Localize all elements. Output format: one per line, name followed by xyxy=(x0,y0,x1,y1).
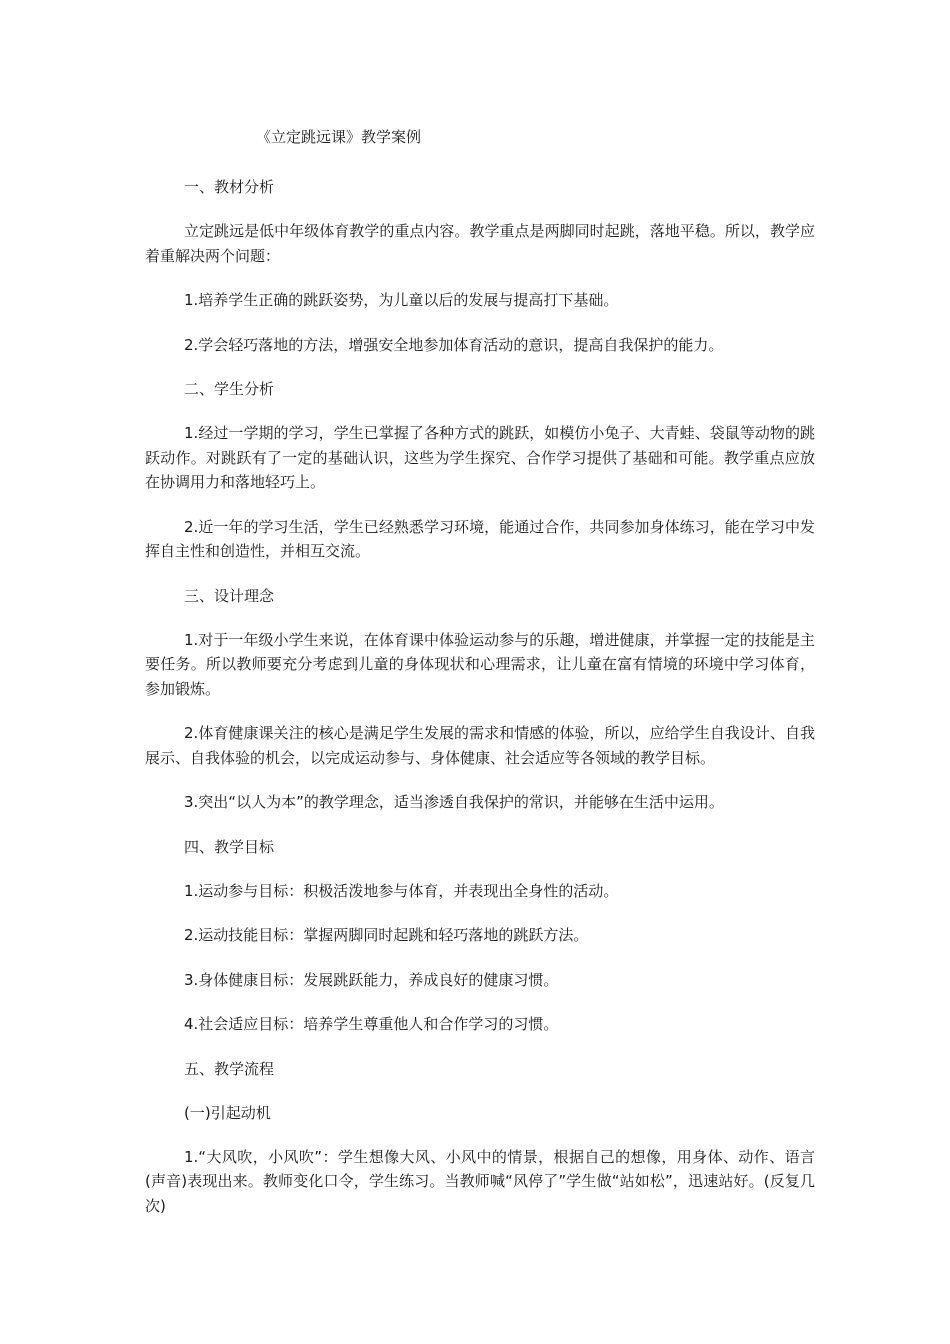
paragraph-students-item-2: 2.近一年的学习生活，学生已经熟悉学习环境，能通过合作，共同参加身体练习，能在学习中发挥自主性和创造性，并相互交流。 xyxy=(145,517,815,560)
section-heading-process: 五、教学流程 xyxy=(184,1059,275,1078)
document-body xyxy=(145,175,815,1238)
paragraph-materials-intro: 立定跳远是低中年级体育教学的重点内容。教学重点是两脚同时起跳，落地平稳。所以，教学应着重解决两个问题： xyxy=(145,222,815,265)
paragraph-design-item-1: 1.对于一年级小学生来说，在体育课中体验运动参与的乐趣，增进健康，并掌握一定的技能是主要任务。所以教师要充分考虑到儿童的身体现状和心理需求，让儿童在富有情境的环境中学习体育，参加锻炼。 xyxy=(145,630,815,698)
section-heading-materials: 一、教材分析 xyxy=(184,178,275,196)
paragraph-materials-item-1: 1.培养学生正确的跳跃姿势，为儿童以后的发展与提高打下基础。 xyxy=(184,291,619,309)
subsection-heading-motivation: (一)引起动机 xyxy=(184,1103,271,1122)
document-title: 《立定跳远课》教学案例 xyxy=(256,128,422,146)
paragraph-process-item-1: 1.“大风吹，小风吹”：学生想像大风、小风中的情景，根据自己的想像，用身体、动作、语言(声音)表现出来。教师变化口令，学生练习。当教师喊“风停了”学生做“站如松”，迅速站好。(反复几次) xyxy=(145,1147,815,1215)
paragraph-materials-item-2: 2.学会轻巧落地的方法，增强安全地参加体育活动的意识，提高自我保护的能力。 xyxy=(184,335,724,354)
paragraph-goals-item-4: 4.社会适应目标：培养学生尊重他人和合作学习的习惯。 xyxy=(184,1015,559,1033)
paragraph-goals-item-2: 2.运动技能目标：掌握两脚同时起跳和轻巧落地的跳跃方法。 xyxy=(184,926,589,944)
paragraph-goals-item-1: 1.运动参与目标：积极活泼地参与体育，并表现出全身性的活动。 xyxy=(184,881,619,900)
paragraph-design-item-3: 3.突出“以人为本”的教学理念，适当渗透自我保护的常识，并能够在生活中运用。 xyxy=(184,793,724,811)
paragraph-goals-item-3: 3.身体健康目标：发展跳跃能力，养成良好的健康习惯。 xyxy=(184,970,559,989)
paragraph-design-item-2: 2.体育健康课关注的核心是满足学生发展的需求和情感的体验，所以，应给学生自我设计、自我展示、自我体验的机会，以完成运动参与、身体健康、社会适应等各领域的教学目标。 xyxy=(145,724,815,767)
paragraph-students-item-1: 1.经过一学期的学习，学生已掌握了各种方式的跳跃，如模仿小兔子、大青蛙、袋鼠等动物的跳跃动作。对跳跃有了一定的基础认识，这些为学生探究、合作学习提供了基础和可能。教学重点应放在协调用力和落地轻巧上。 xyxy=(145,424,815,491)
section-heading-goals: 四、教学目标 xyxy=(184,837,275,856)
section-heading-design: 三、设计理念 xyxy=(184,586,275,605)
section-heading-students: 二、学生分析 xyxy=(184,380,275,398)
